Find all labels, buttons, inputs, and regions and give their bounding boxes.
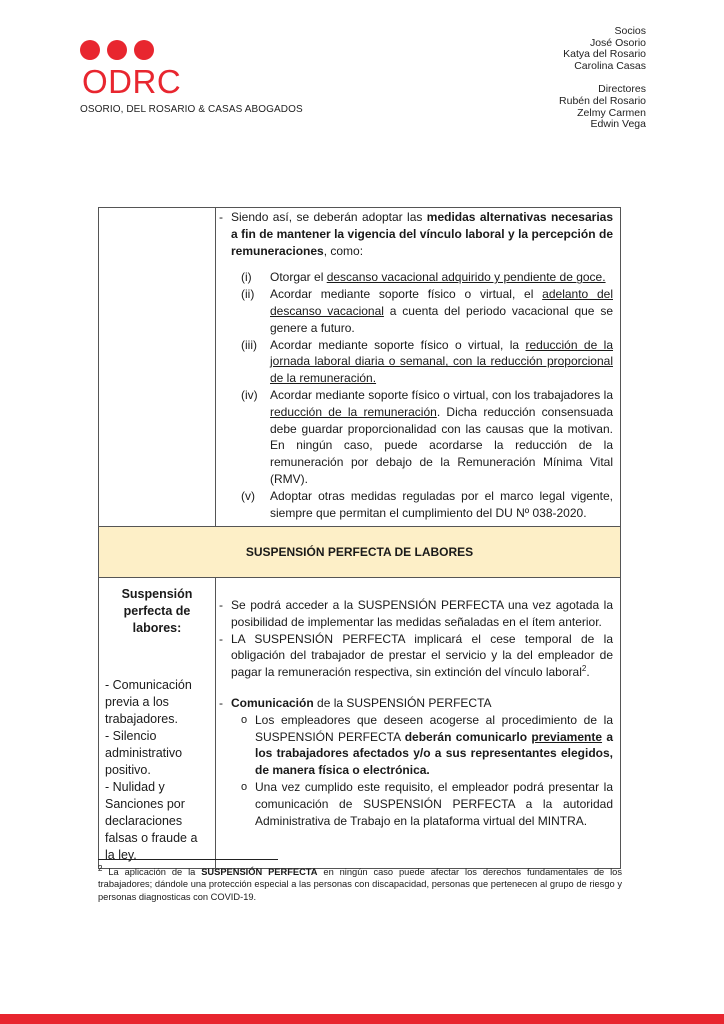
logo-text: ODRC [82,63,182,100]
footnote: $^2$ La aplicación de la SUSPENSIÓN PERFECTA en ningún caso puede afectar los derechos fundamentales de los trabajadores; dándole una protección especial a las personas con discapacidad, personas que pertenecen al grupo de riesgo y personas diagnosticas con COVID-19. [98,863,622,902]
partners-block [559,26,646,131]
director-name: Zelmy Carmen [577,106,646,119]
list-item: o Los empleadores que deseen acogerse al procedimiento de la SUSPENSIÓN PERFECTA deberán comunicarlo previamente a los trabajadores afectados y/o a sus representantes elegidos, de manera física o electrónica. [241,712,613,778]
content-table [98,207,621,869]
directors-group [559,84,646,130]
table-row [99,578,620,868]
summary-item: - Comunicación previa a los trabajadores. [105,678,192,726]
table-cell [216,578,620,840]
table-cell-empty [99,208,216,526]
firm-name: OSORIO, DEL ROSARIO & CASAS ABOGADOS [80,104,303,115]
sub-list [241,712,613,830]
section-header-row [99,527,620,578]
section-title: SUSPENSIÓN PERFECTA DE LABORES [245,545,474,559]
bottom-accent-bar [0,1014,724,1024]
list-item: (ii) Acordar mediante soporte físico o virtual, el adelanto del descanso vacacional a cuenta del periodo vacacional que se genere a futuro. [241,287,613,335]
directors-label: Directores [598,83,646,96]
paragraph-text: Siendo así, se deberán adoptar las medidas alternativas necesarias a fin de mantener la vigencia del vínculo laboral y la percepción de remuneraciones, como: [231,210,613,258]
table-cell-summary [99,578,216,868]
dash-marker: - [219,210,223,224]
list-item: (i) Otorgar el descanso vacacional adquirido y pendiente de goce. [241,270,606,285]
list-item: (v) Adoptar otras medidas reguladas por el marco legal vigente, siempre que permitan el cumplimiento del DU Nº 038-2020. [241,488,613,520]
partners-group [559,26,646,72]
circle-bullet-icon: o [241,713,248,726]
logo-dot [134,40,154,60]
table-row [99,208,620,527]
logo-dot [107,40,127,60]
bullet-paragraph [219,209,613,259]
logo-dot [80,40,100,60]
summary-item: - Silencio administrativo positivo. [105,729,183,777]
partners-label: Socios [614,25,646,37]
bullet-paragraph: - LA SUSPENSIÓN PERFECTA implicará el cese temporal de la obligación del trabajador de prestar el servicio y la del empleador de pagar la remuneración respectiva, sin extinción del vínculo laboral$^2$. [219,631,613,680]
logo-dots [80,40,260,62]
bullet-paragraph: - Comunicación de la SUSPENSIÓN PERFECTA [219,695,492,710]
bullet-paragraph: - Se podrá acceder a la SUSPENSIÓN PERFECTA una vez agotada la posibilidad de implementar las medidas señaladas en el ítem anterior. [219,598,613,629]
list-item: o Una vez cumplido este requisito, el empleador podrá presentar la comunicación de SUSPENSIÓN PERFECTA a la autoridad Administrativa de Trabajo en la plataforma virtual del MINTRA. [241,779,613,828]
director-name: Edwin Vega [590,118,646,131]
table-cell [216,208,620,526]
list-item: (iii) Acordar mediante soporte físico o virtual, la reducción de la jornada laboral diaria o semanal, con la reducción proporcional de la remuneración. [241,337,613,386]
firm-logo [80,40,303,115]
circle-bullet-icon: o [241,780,248,793]
measures-list [241,269,613,521]
director-name: Rubén del Rosario [559,94,646,107]
partner-name: Katya del Rosario [563,48,646,61]
list-item: (iv) Acordar mediante soporte físico o virtual, con los trabajadores la reducción de la remuneración. Dicha reducción consensuada debe guardar proporcionalidad con las causas que la motivan. En ningún caso, puede acordarse la reducción de la remuneración por debajo de la Remuneración Mínima Vital (RMV). [241,387,614,486]
footnote-divider [98,859,278,860]
summary-item: - Nulidad y Sanciones por declaraciones falsas o fraude a la ley. [105,780,198,862]
summary-title: Suspensión perfecta de labores: [121,587,193,635]
partner-name: Carolina Casas [574,59,646,72]
partner-name: José Osorio [589,36,646,49]
